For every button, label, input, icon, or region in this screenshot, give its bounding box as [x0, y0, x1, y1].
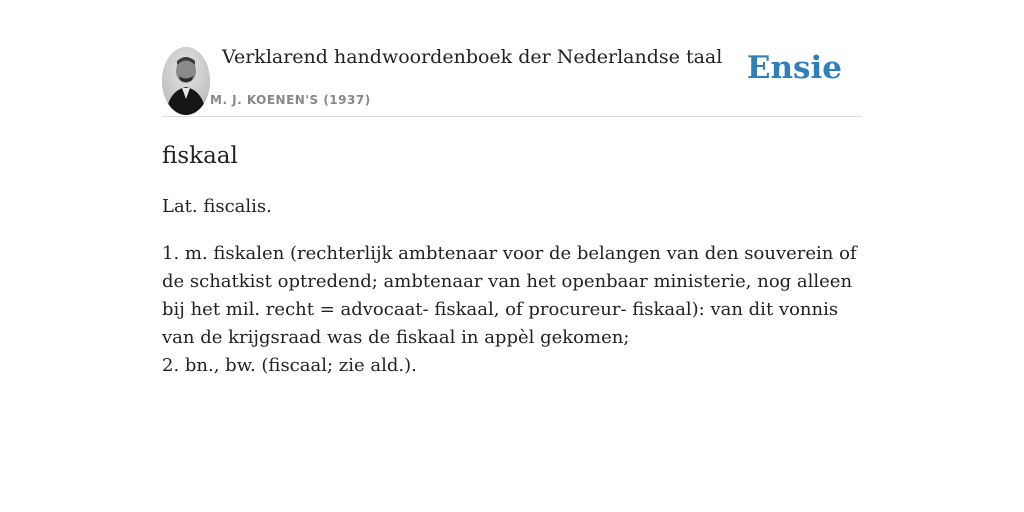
entry-etymology: Lat. fiscalis.: [162, 196, 272, 217]
header: [162, 0, 862, 117]
sense-1: 1. m. fiskalen (rechterlijk ambtenaar voor de belangen van den souverein of de schatkist optredend; ambtenaar van het openbaar ministerie, nog alleen bij het mil. recht = advocaat- fiskaal, of procureur- fiskaal): van dit vonnis van de krijgsraad was de fiskaal in appèl gekomen;: [162, 243, 857, 348]
sense-2: 2. bn., bw. (fiscaal; zie ald.).: [162, 355, 417, 376]
entry-senses: [162, 240, 862, 380]
author-portrait-image: [162, 47, 210, 115]
book-title: Verklarend handwoordenboek der Nederlandse taal: [222, 46, 723, 68]
ensie-logo-link[interactable]: Ensie: [746, 50, 842, 86]
page: [162, 0, 862, 380]
book-author: M. J. KOENEN'S (1937): [210, 93, 371, 107]
entry-term: fiskaal: [162, 143, 238, 169]
author-portrait: [162, 47, 210, 115]
